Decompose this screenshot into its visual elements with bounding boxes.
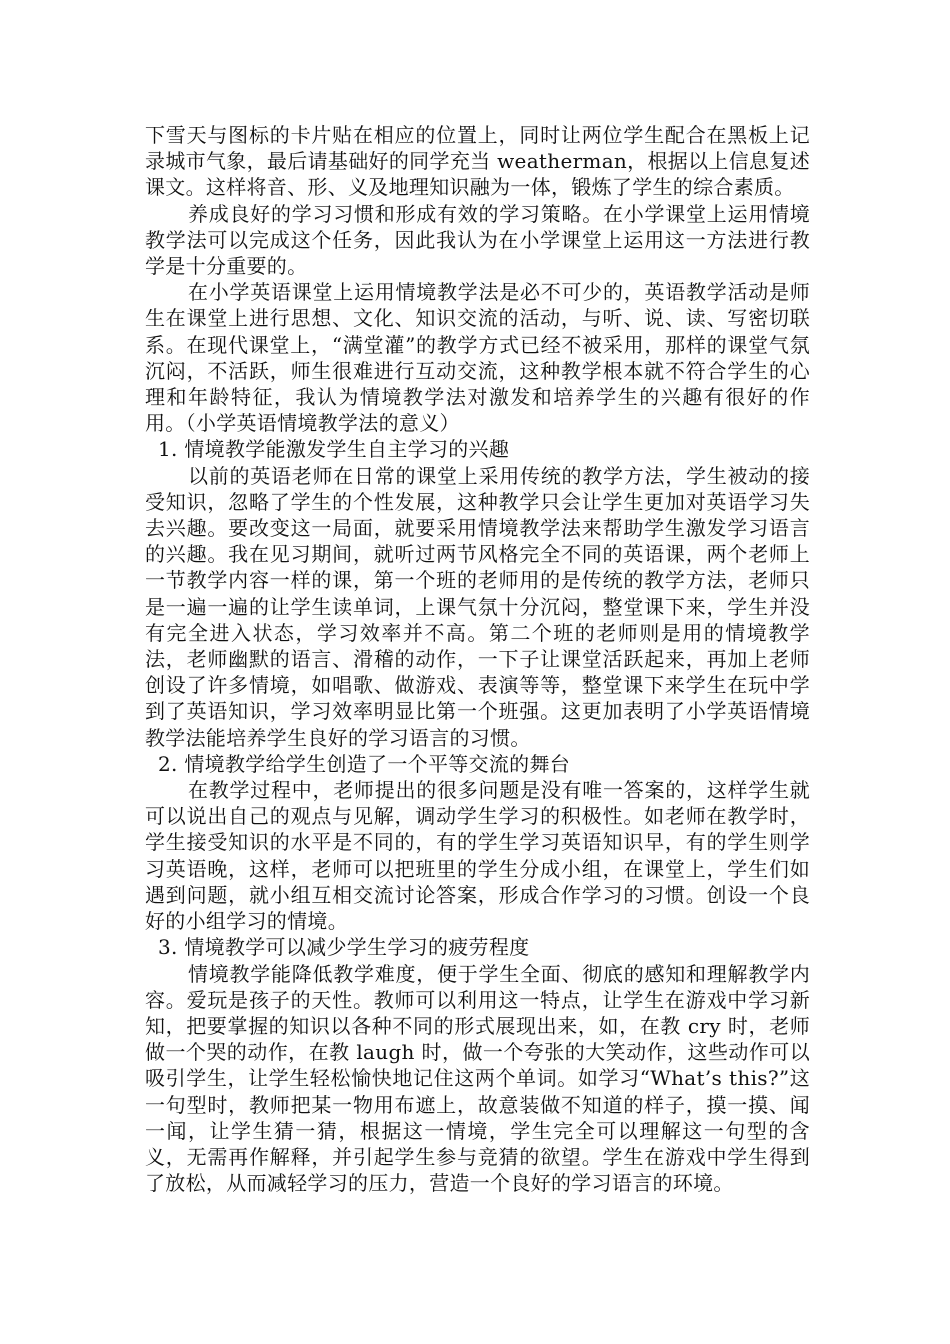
paragraph-learning-habits: 养成良好的学习习惯和形成有效的学习策略。在小学课堂上运用情境教学法可以完成这个任务，因此我认为在小学课堂上运用这一方法进行教学是十分重要的。 (145, 201, 810, 279)
paragraph-significance: 在小学英语课堂上运用情境教学法是必不可少的，英语教学活动是师生在课堂上进行思想、文化、知识交流的活动，与听、说、读、写密切联系。在现代课堂上，“满堂灌”的教学方式已经不被采用，那样的课堂气氛沉闷，不活跃，师生很难进行互动交流，这种教学根本就不符合学生的心理和年龄特征，我认为情境教学法对激发和培养学生的兴趣有很好的作用。（小学英语情境教学法的意义） (145, 280, 810, 436)
section-heading-3: 3. 情境教学可以减少学生学习的疲劳程度 (158, 935, 530, 960)
section-heading-1: 1. 情境教学能激发学生自主学习的兴趣 (158, 437, 510, 462)
section-heading-2: 2. 情境教学给学生创造了一个平等交流的舞台 (158, 751, 571, 776)
document-body (145, 122, 810, 1196)
paragraph-section-3: 情境教学能降低教学难度，便于学生全面、彻底的感知和理解教学内容。爱玩是孩子的天性。教师可以利用这一特点，让学生在游戏中学习新知，把要掌握的知识以各种不同的形式展现出来，如，在教 cry 时，老师做一个哭的动作，在教 laugh 时，做一个夸张的大笑动作，这些动作可以吸引学生，让学生轻松愉快地记住这两个单词。如学习“What’s this?”这一句型时，教师把某一物用布遮上，故意装做不知道的样子，摸一摸、闻一闻，让学生猜一猜，根据这一情境，学生完全可以理解这一句型的含义，无需再作解释，并引起学生参与竞猜的欲望。学生在游戏中学生得到了放松，从而减轻学习的压力，营造一个良好的学习语言的环境。 (145, 961, 810, 1196)
paragraph-section-2: 在教学过程中，老师提出的很多问题是没有唯一答案的，这样学生就可以说出自己的观点与见解，调动学生学习的积极性。如老师在教学时，学生接受知识的水平是不同的，有的学生学习英语知识早，有的学生则学习英语晚，这样，老师可以把班里的学生分成小组，在课堂上，学生们如遇到问题，就小组互相交流讨论答案，形成合作学习的习惯。创设一个良好的小组学习的情境。 (145, 778, 810, 934)
paragraph-section-1: 以前的英语老师在日常的课堂上采用传统的教学方法，学生被动的接受知识，忽略了学生的个性发展，这种教学只会让学生更加对英语学习失去兴趣。要改变这一局面，就要采用情境教学法来帮助学生激发学习语言的兴趣。我在见习期间，就听过两节风格完全不同的英语课，两个老师上一节教学内容一样的课，第一个班的老师用的是传统的教学方法，老师只 是一遍一遍的让学生读单词，上课气氛十分沉闷，整堂课下来，学生并没有完全进入状态，学习效率并不高。第二个班的老师则是用的情境教学法，老师幽默的语言、滑稽的动作，一下子让课堂活跃起来，再加上老师创设了许多情境，如唱歌、做游戏、表演等等，整堂课下来学生在玩中学到了英语知识，学习效率明显比第一个班强。这更加表明了小学英语情境教学法能培养学生良好的学习语言的习惯。 (145, 463, 810, 750)
paragraph-continuation: 下雪天与图标的卡片贴在相应的位置上，同时让两位学生配合在黑板上记录城市气象，最后请基础好的同学充当 weatherman，根据以上信息复述课文。这样将音、形、义及地理知识融为一体，锻炼了学生的综合素质。 (145, 123, 810, 200)
